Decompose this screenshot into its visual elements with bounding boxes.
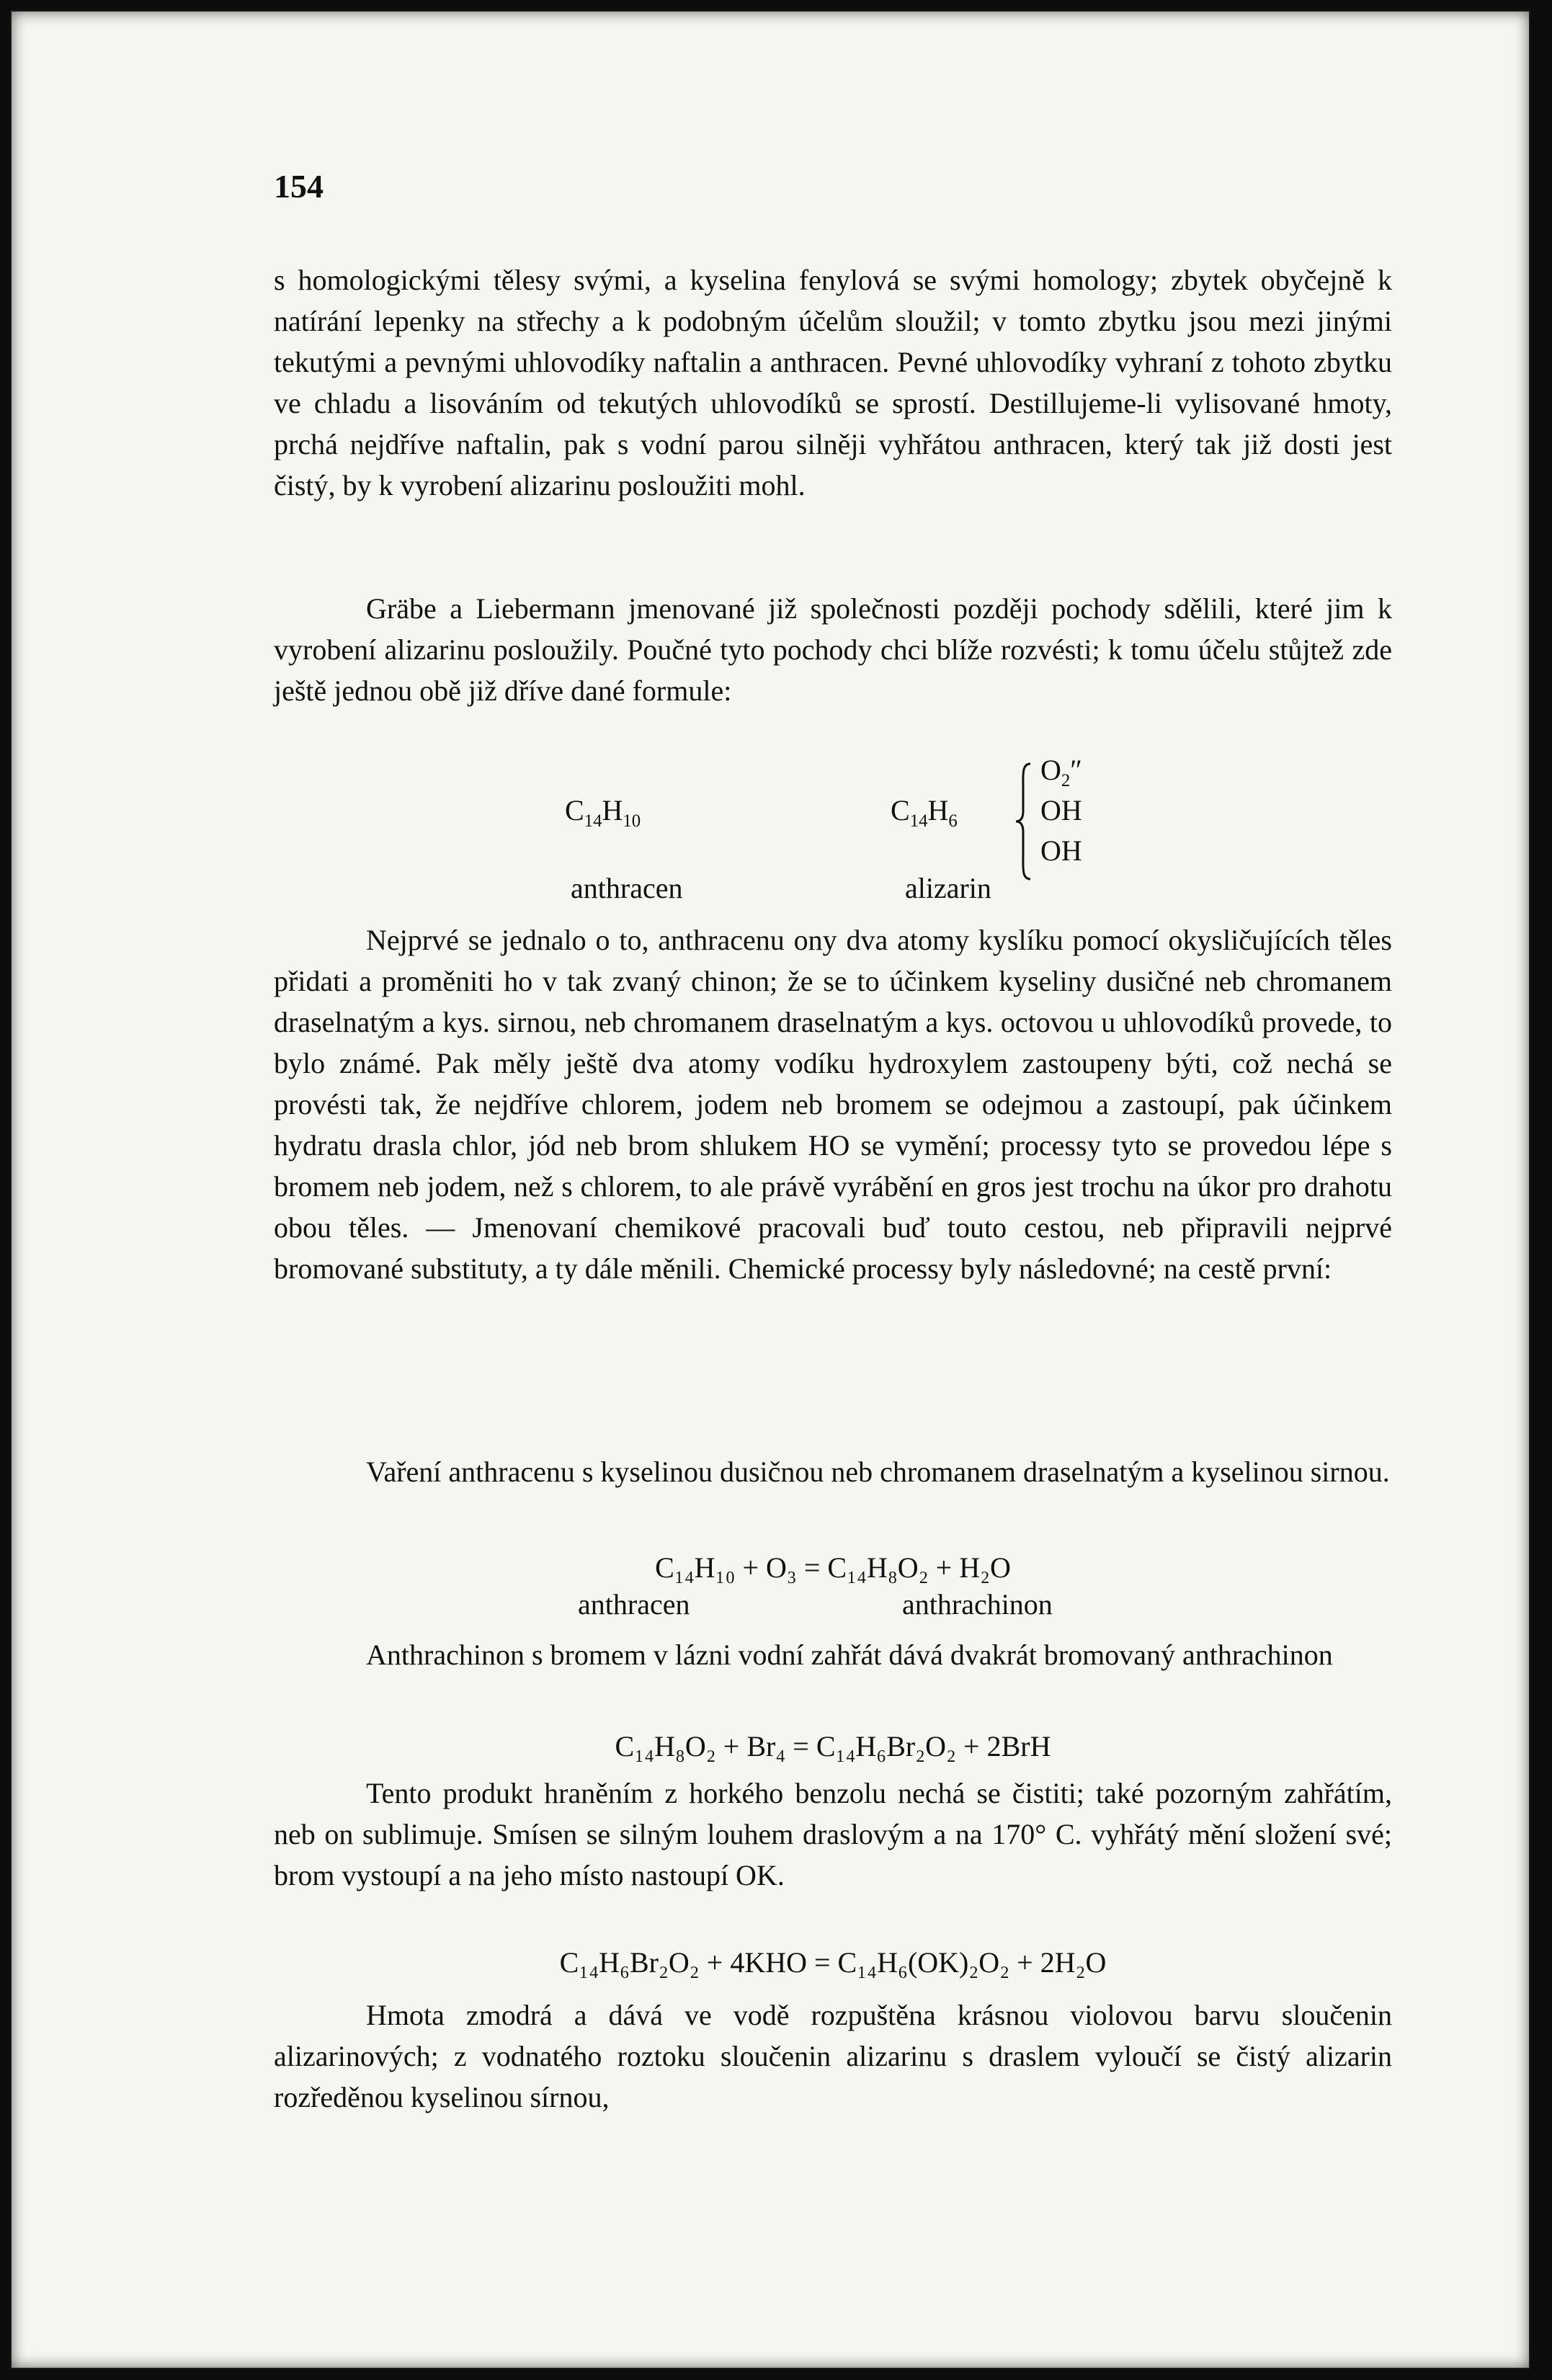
paragraph-6: Tento produkt hraněním z horkého benzolu nechá se čistiti; také pozorným zahřátím, neb on sublimuje. Smísen se silným louhem draslovým a na 170° C. vyhřátý mění složení své; brom vystoupí a na jeho místo nastoupí OK. xyxy=(274,1777,1392,1891)
equation-1: C₁₄H₁₀ + O₃ = C₁₄H₈O₂ + H₂O xyxy=(655,1551,1011,1584)
equation-3: C₁₄H₆Br₂O₂ + 4KHO = C₁₄H₆(OK)₂O₂ + 2H₂O xyxy=(559,1946,1107,1979)
alizarin-group-oh-1: OH xyxy=(1040,794,1082,826)
book-page xyxy=(10,10,1530,2369)
page-number: 154 xyxy=(274,168,324,205)
anthracen-formula: $C_{14}H_{10}$ xyxy=(565,794,641,831)
alizarin-group-oh-2: OH xyxy=(1040,834,1082,867)
curly-brace-icon xyxy=(1014,761,1033,882)
paragraph-4: Vaření anthracenu s kyselinou dusičnou neb chromanem draselnatým a kyselinou sirnou. xyxy=(366,1456,1390,1488)
equation-1-label-right: anthrachinon xyxy=(902,1588,1053,1621)
paragraph-7: Hmota zmodrá a dává ve vodě rozpuštěna krásnou violovou barvu sloučenin alizarinových; z vodnatého roztoku sloučenin alizarinu s draslem vyloučí se čistý alizarin rozředěnou kyselinou sírnou, xyxy=(274,1999,1392,2113)
alizarin-group-o2: $O_2''$ xyxy=(1040,754,1082,790)
equation-2: C₁₄H₈O₂ + Br₄ = C₁₄H₆Br₂O₂ + 2BrH xyxy=(615,1730,1051,1762)
paragraph-2: Gräbe a Liebermann jmenované již společnosti později pochody sdělili, které jim k vyrobení alizarinu posloužily. Poučné tyto pochody chci blíže rozvésti; k tomu účelu stůjtež zde ještě jednou obě již dříve dané formule: xyxy=(274,592,1392,707)
paragraph-3: Nejprvé se jednalo o to, anthracenu ony dva atomy kyslíku pomocí okysličujících těles přidati a proměniti ho v tak zvaný chinon; že se to účinkem kyseliny dusičné neb chromanem draselnatým a kys. sirnou, neb chromanem draselnatým a kys. octovou u uhlovodíků provede, to bylo známé. Pak měly ještě dva atomy vodíku hydroxylem zastoupeny býti, což nechá se provésti tak, že nejdříve chlorem, jodem neb bromem se odejmou a zastoupí, pak účinkem hydratu drasla chlor, jód neb brom shlukem HO se vymění; processy tyto se provedou lépe s bromem neb jodem, než s chlorem, to ale právě vyrábění en gros jest trochu na úkor pro drahotu obou těles. — Jmenovaní chemikové pracovali buď touto cestou, neb připravili nejprvé bromované substituty, a ty dále měnili. Chemické processy byly následovné; na cestě první: xyxy=(274,924,1392,1285)
equation-1-label-left: anthracen xyxy=(578,1588,690,1621)
alizarin-formula: $C_{14}H_6$ xyxy=(891,794,958,831)
paragraph-5: Anthrachinon s bromem v lázni vodní zahřát dává dvakrát bromovaný anthrachinon xyxy=(366,1639,1333,1671)
paragraph-1: s homologickými tělesy svými, a kyselina fenylová se svými homology; zbytek obyčejně k natírání lepenky na střechy a k podobným účelům sloužil; v tomto zbytku jsou mezi jinými tekutými a pevnými uhlovodíky naftalin a anthracen. Pevné uhlovodíky vyhraní z tohoto zbytku ve chladu a lisováním od tekutých uhlovodíků se sprostí. Destillujeme-li vylisované hmoty, prchá nejdříve naftalin, pak s vodní parou silněji vyhřátou anthracen, který tak již dosti jest čistý, by k vyrobení alizarinu posloužiti mohl. xyxy=(274,264,1392,502)
alizarin-label: alizarin xyxy=(905,872,991,904)
anthracen-label: anthracen xyxy=(571,872,683,904)
